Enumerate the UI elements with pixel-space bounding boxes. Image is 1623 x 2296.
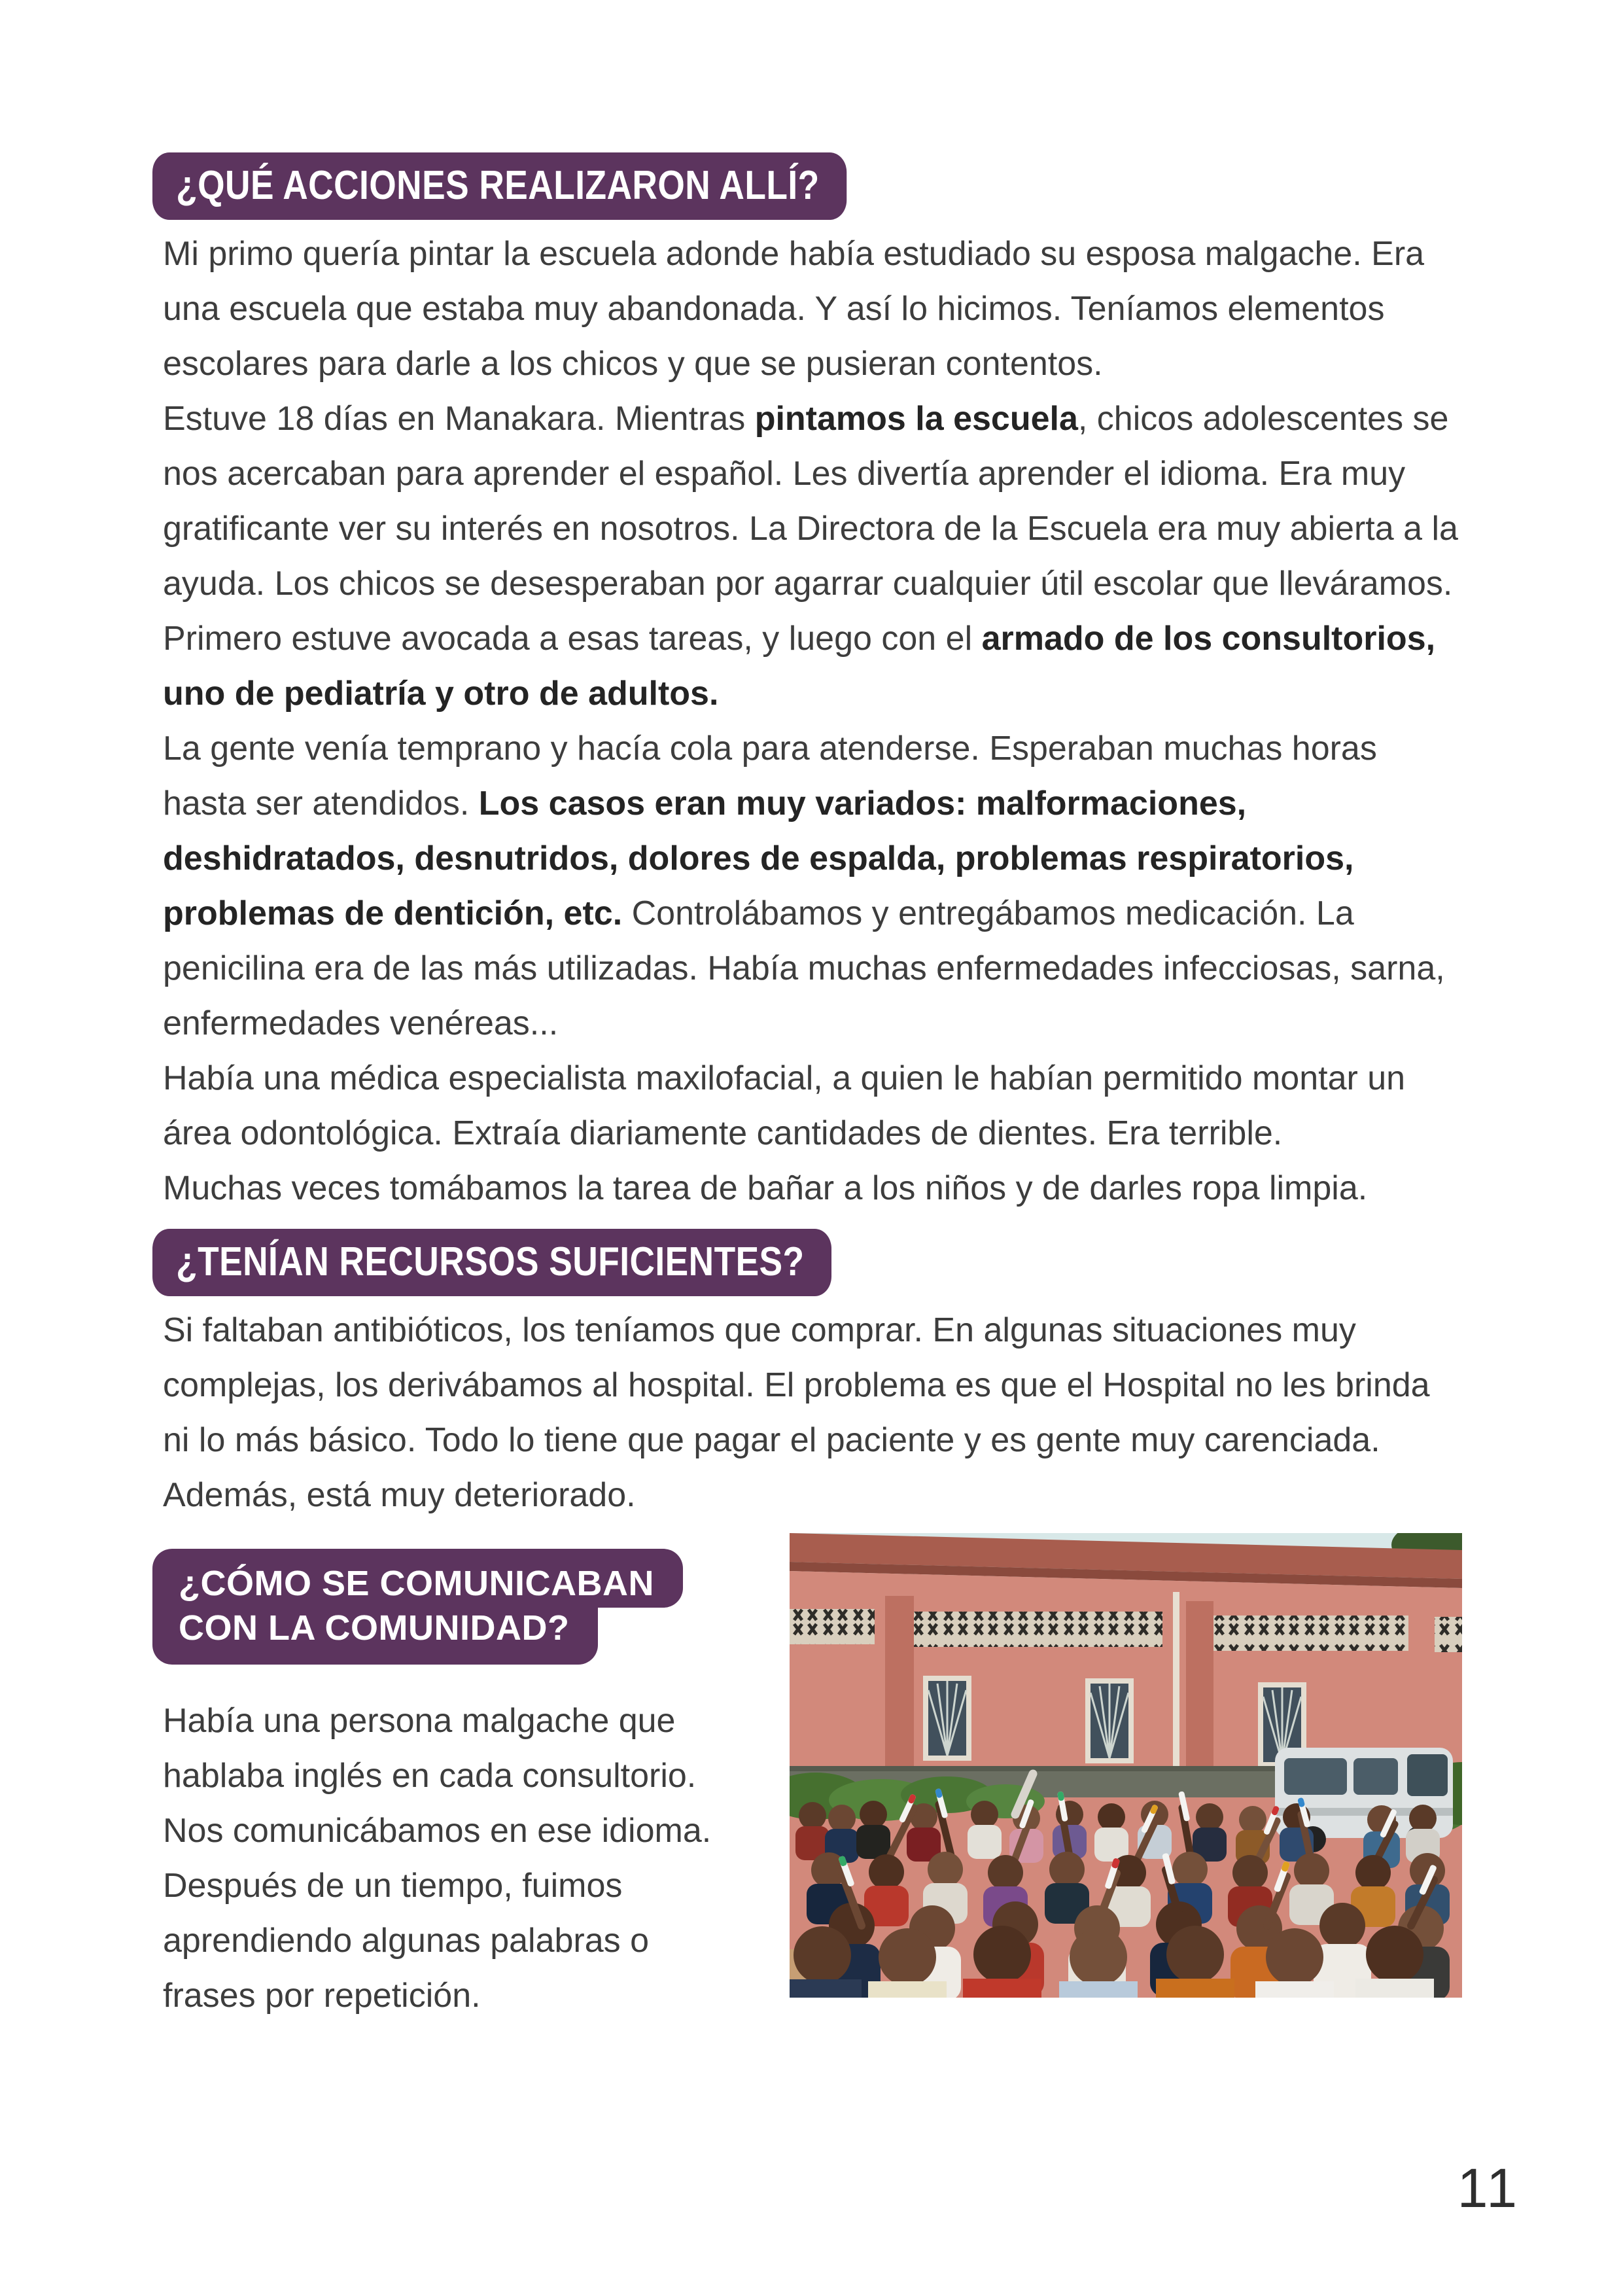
text-segment-bold: pintamos la escuela [754, 400, 1078, 438]
question-badge-comunicacion [152, 1549, 761, 1664]
text-segment: Controlábamos y entregábamos medicación. La penicilina era de las más utilizadas. Había muchas enfermedades infecciosas, sarna, enfermedades venéreas... [163, 894, 1445, 1043]
text-segment: Había una persona malgache que hablaba inglés en cada consultorio. Nos comunicábamos en ese idioma. Después de un tiempo, fuimos aprendiendo algunas palabras o frases por repetición. [163, 1701, 712, 2015]
window-icon [923, 1676, 971, 1761]
badge-title: CON LA COMUNIDAD? [179, 1608, 570, 1648]
badge-title: ¿CÓMO SE COMUNICABAN [179, 1564, 654, 1604]
section-recursos [152, 1229, 1462, 1523]
section-comunicacion [152, 1533, 1462, 2022]
paragraph [163, 721, 1458, 1051]
text-segment: Muchas veces tomábamos la tarea de bañar a los niños y de darles ropa limpia. [163, 1169, 1368, 1208]
question-badge-recursos [152, 1229, 831, 1296]
text-segment-bold: armado de los consultorios, uno de pediatría y otro de adultos. [163, 620, 1436, 713]
paragraph [163, 391, 1458, 611]
text-segment: Estuve 18 días en Manakara. Mientras [163, 400, 755, 438]
badge-title: ¿TENÍAN RECURSOS SUFICIENTES? [176, 1239, 805, 1285]
section-que-acciones [152, 152, 1462, 1216]
text-segment: La gente venía temprano y hacía cola para atenderse. Esperaban muchas horas hasta ser atendidos. [163, 730, 1377, 823]
text-segment: Había una médica especialista maxilofacial, a quien le habían permitido montar un área odontológica. Extraía diariamente cantidades de dientes. Era terrible. [163, 1059, 1406, 1153]
badge-title-line [152, 1549, 683, 1608]
comunicacion-column [152, 1533, 761, 2022]
paragraph [163, 1693, 739, 2023]
badge-title: ¿QUÉ ACCIONES REALIZARON ALLÍ? [176, 163, 820, 208]
paragraph [163, 1161, 1458, 1216]
text-segment: , chicos adolescentes se nos acercaban para aprender el español. Les divertía aprender el idioma. Era muy gratificante ver su interés en nosotros. La Directora de la Escuela era muy abierta a la ayuda. Los chicos se desesperaban por agarrar cualquier útil escolar que lleváramos. [163, 400, 1458, 603]
page-number: 11 [1457, 2157, 1520, 2219]
text-segment: Si faltaban antibióticos, los teníamos que comprar. En algunas situaciones muy complejas, los derivábamos al hospital. El problema es que el Hospital no les brinda ni lo más básico. Todo lo tiene que pagar el paciente y es gente muy carenciada. Además, está muy deteriorado. [163, 1311, 1430, 1515]
photo-illustration [790, 1533, 1462, 1998]
text-segment: Primero estuve avocada a esas tareas, y luego con el [163, 620, 982, 658]
paragraph [163, 226, 1458, 391]
children-photo [790, 1533, 1462, 1998]
badge-title-line [152, 1608, 598, 1664]
paragraph [163, 611, 1458, 721]
text-segment-bold: Los casos eran muy variados: malformaciones, deshidratados, desnutridos, dolores de espalda, problemas respiratorios, problemas de dentición, etc. [163, 785, 1354, 933]
paragraph [163, 1051, 1458, 1161]
text-segment: Mi primo quería pintar la escuela adonde había estudiado su esposa malgache. Era una escuela que estaba muy abandonada. Y así lo hicimos. Teníamos elementos escolares para darle a los chicos y que se pusieran contentos. [163, 235, 1425, 383]
question-badge-acciones [152, 152, 846, 220]
paragraph [163, 1303, 1458, 1523]
window-icon [1085, 1678, 1134, 1763]
